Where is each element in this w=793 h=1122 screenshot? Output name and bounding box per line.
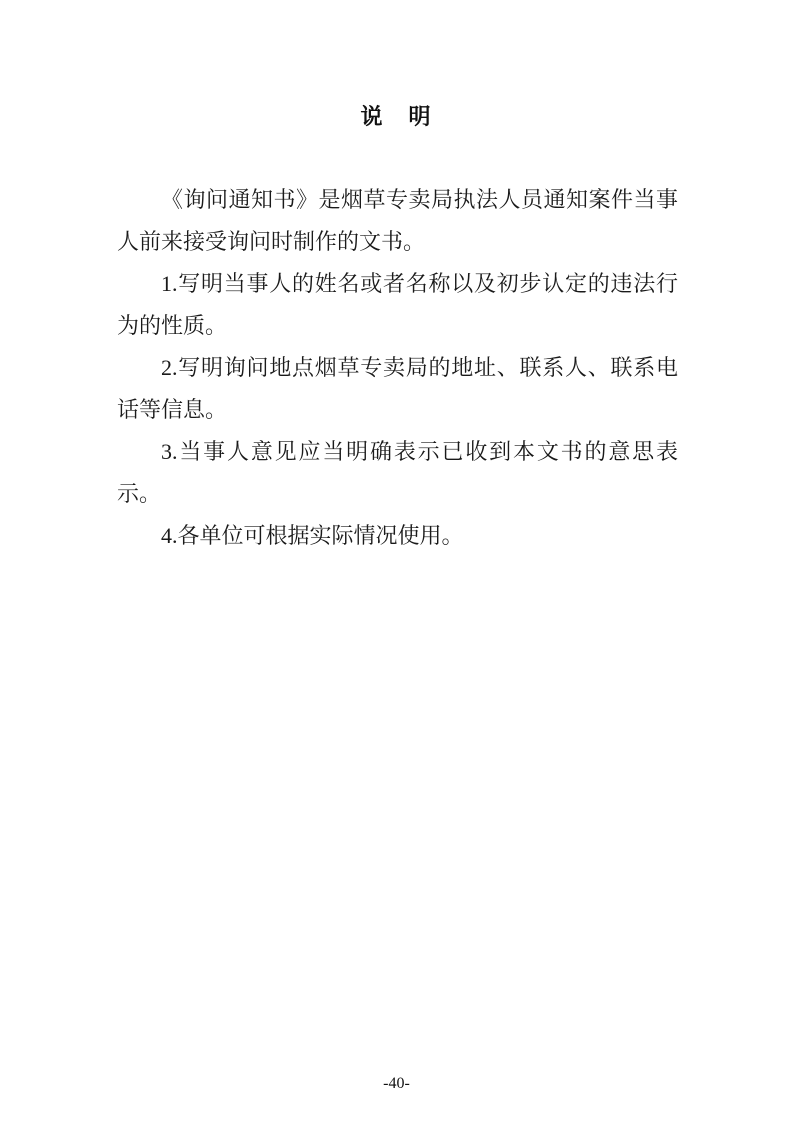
page-footer <box>0 1076 793 1092</box>
paragraph-intro: 《询问通知书》是烟草专卖局执法人员通知案件当事人前来接受询问时制作的文书。 <box>117 187 678 254</box>
paragraph-item-3: 3.当事人意见应当明确表示已收到本文书的意思表示。 <box>117 439 678 506</box>
paragraph-item-4: 4.各单位可根据实际情况使用。 <box>161 523 464 548</box>
document-body <box>117 179 678 557</box>
paragraph-item-2: 2.写明询问地点烟草专卖局的地址、联系人、联系电话等信息。 <box>117 355 678 422</box>
page-number: -40- <box>383 1075 410 1092</box>
page-title: 说 明 <box>360 104 433 129</box>
paragraph-item-1: 1.写明当事人的姓名或者名称以及初步认定的违法行为的性质。 <box>117 271 678 338</box>
